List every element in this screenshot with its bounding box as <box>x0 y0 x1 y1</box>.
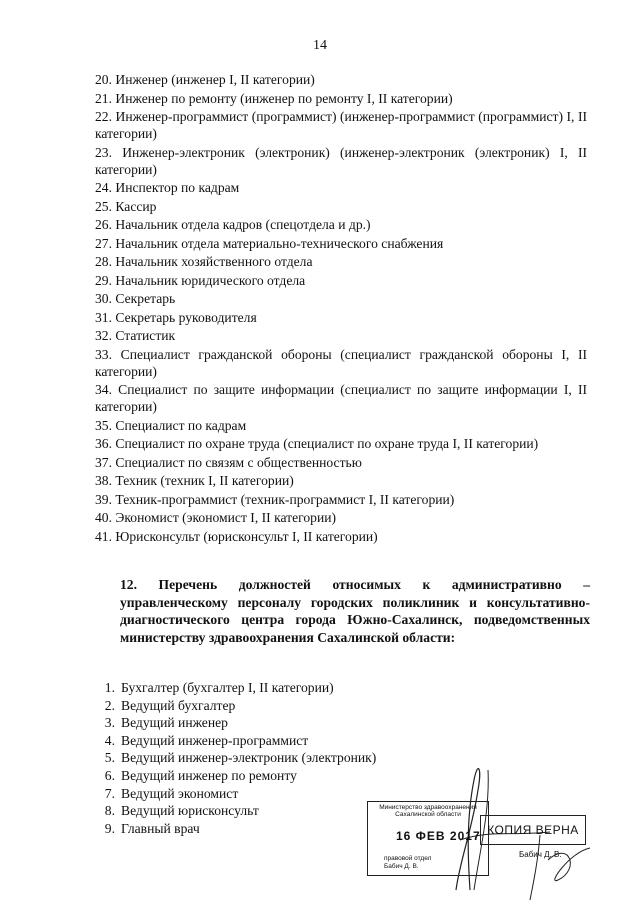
list-item-number: 39. <box>95 491 112 507</box>
list-item-number: 28. <box>95 254 112 269</box>
list-item-text: Техник (техник I, II категории) <box>115 473 294 488</box>
list-item-text: Статистик <box>115 328 176 343</box>
list-item-number: 29. <box>95 272 112 288</box>
list-item-text: Специалист по кадрам <box>115 417 247 433</box>
list-item-text: Ведущий бухгалтер <box>121 697 236 713</box>
list-item-number: 41. <box>95 528 112 544</box>
list-item-number: 2. <box>104 697 115 713</box>
list-item <box>95 272 587 289</box>
list-item-text: Ведущий инженер-программист <box>121 732 309 748</box>
list-item-text: Юрисконсульт (юрисконсульт I, II категории) <box>115 528 378 544</box>
list-item-number: 40. <box>95 510 112 525</box>
list-item-number: 7. <box>104 785 115 801</box>
list-item-text: Ведущий инженер-электроник (электроник) <box>121 750 377 766</box>
list-item <box>95 179 587 196</box>
list-item-number: 25. <box>95 198 112 214</box>
list-item-text: Кассир <box>115 198 157 214</box>
list-item-text: Ведущий инженер по ремонту <box>121 767 297 783</box>
list-item <box>95 108 587 142</box>
list-item-number: 24. <box>95 180 112 195</box>
list-item <box>95 417 587 434</box>
list-item-text: Специалист по охране труда (специалист по охране труда I, II категории) <box>115 436 539 451</box>
list-item-text: Главный врач <box>121 820 200 836</box>
list-item-number: 22. <box>95 109 112 124</box>
list-item-text: Начальник отдела материально-технического снабжения <box>115 235 444 251</box>
list-item-text: Специалист по защите информации (специалист по защите информации I, II категории) <box>95 382 587 414</box>
list-item-text: Инженер-программист (программист) (инженер-программист (программист) I, II категории) <box>95 109 587 141</box>
list-item <box>95 381 587 415</box>
list-item-number: 37. <box>95 454 112 470</box>
list-item-number: 21. <box>95 90 112 106</box>
list-item-text: Ведущий юрисконсульт <box>121 803 259 819</box>
list-item <box>95 327 587 344</box>
stamp-line-name: Бабич Д. В. <box>384 863 419 870</box>
list-item <box>95 679 515 696</box>
list-item <box>95 253 587 270</box>
list-item-text: Секретарь <box>115 291 176 306</box>
section-12-heading: 12. Перечень должностей относимых к административно – управленческому персоналу городских поликлиник и консультативно-диагностического центра города Южно-Сахалинск, подведомственных министерству здравоохранения Сахалинской области: <box>120 577 590 645</box>
list-item <box>95 198 587 215</box>
list-item-text: Начальник хозяйственного отдела <box>115 254 313 269</box>
list-item <box>95 714 515 731</box>
list-item <box>95 472 587 489</box>
list-item-number: 3. <box>104 715 115 731</box>
list-item-number: 35. <box>95 417 112 433</box>
list-item-number: 34. <box>95 382 112 397</box>
list-item-text: Секретарь руководителя <box>115 309 257 325</box>
list-item-text: Бухгалтер (бухгалтер I, II категории) <box>121 680 334 695</box>
list-item-number: 6. <box>104 767 115 783</box>
list-item-number: 30. <box>95 291 112 306</box>
stamp-line-region: Сахалинской области <box>395 811 461 818</box>
list-item <box>95 435 587 452</box>
copy-certified-stamp: КОПИЯ ВЕРНА <box>480 815 586 845</box>
list-item-number: 23. <box>95 144 112 160</box>
list-item-text: Начальник юридического отдела <box>115 272 306 288</box>
list-item-text: Инженер по ремонту (инженер по ремонту I, II категории) <box>115 90 453 106</box>
list-item-number: 5. <box>104 750 115 766</box>
list-item-number: 20. <box>95 72 112 87</box>
list-item <box>95 235 587 252</box>
list-item-number: 32. <box>95 328 112 343</box>
list-item-number: 4. <box>104 732 115 748</box>
list-item-number: 26. <box>95 217 112 232</box>
list-item-number: 36. <box>95 436 112 451</box>
list-item-number: 38. <box>95 473 112 488</box>
list-item-number: 33. <box>95 346 112 362</box>
list-item-text: Инженер-электроник (электроник) (инженер-электроник (электроник) I, II категории) <box>95 144 587 177</box>
list-item-number: 8. <box>104 803 115 819</box>
page-number: 14 <box>313 38 327 53</box>
list-item <box>95 71 587 88</box>
list-item-number: 27. <box>95 235 112 251</box>
list-item <box>95 509 587 526</box>
registration-stamp <box>367 801 489 876</box>
list-item <box>95 491 587 508</box>
list-item <box>95 290 587 307</box>
list-item <box>95 528 587 545</box>
list-item-text: Техник-программист (техник-программист I, II категории) <box>115 491 455 507</box>
list-item-number: 9. <box>104 820 115 836</box>
list-item <box>95 346 587 380</box>
list-item-text: Начальник отдела кадров (спецотдела и др.) <box>115 217 371 232</box>
list-item-text: Инженер (инженер I, II категории) <box>115 72 315 87</box>
list-item <box>95 454 587 471</box>
list-item <box>95 90 587 107</box>
positions-list <box>95 71 587 546</box>
list-item-number: 1. <box>104 680 115 695</box>
stamp-line-department: правовой отдел <box>384 855 432 862</box>
list-item-text: Экономист (экономист I, II категории) <box>115 510 337 525</box>
stamp-line-ministry: Министерство здравоохранения <box>379 804 477 811</box>
list-item-number: 31. <box>95 309 112 325</box>
list-item <box>95 309 587 326</box>
list-item-text: Ведущий экономист <box>121 785 239 801</box>
list-item-text: Специалист по связям с общественностью <box>115 454 362 470</box>
copy-stamp-name: Бабич Д. В. <box>519 850 562 859</box>
list-item <box>95 216 587 233</box>
list-item-text: Ведущий инженер <box>121 715 228 731</box>
stamp-date: 16 ФЕВ 2017 <box>396 829 481 843</box>
list-item <box>95 144 587 178</box>
list-item-text: Специалист гражданской обороны (специалист гражданской обороны I, II категории) <box>95 346 587 379</box>
list-item-text: Инспектор по кадрам <box>115 180 240 195</box>
list-item <box>95 697 515 714</box>
